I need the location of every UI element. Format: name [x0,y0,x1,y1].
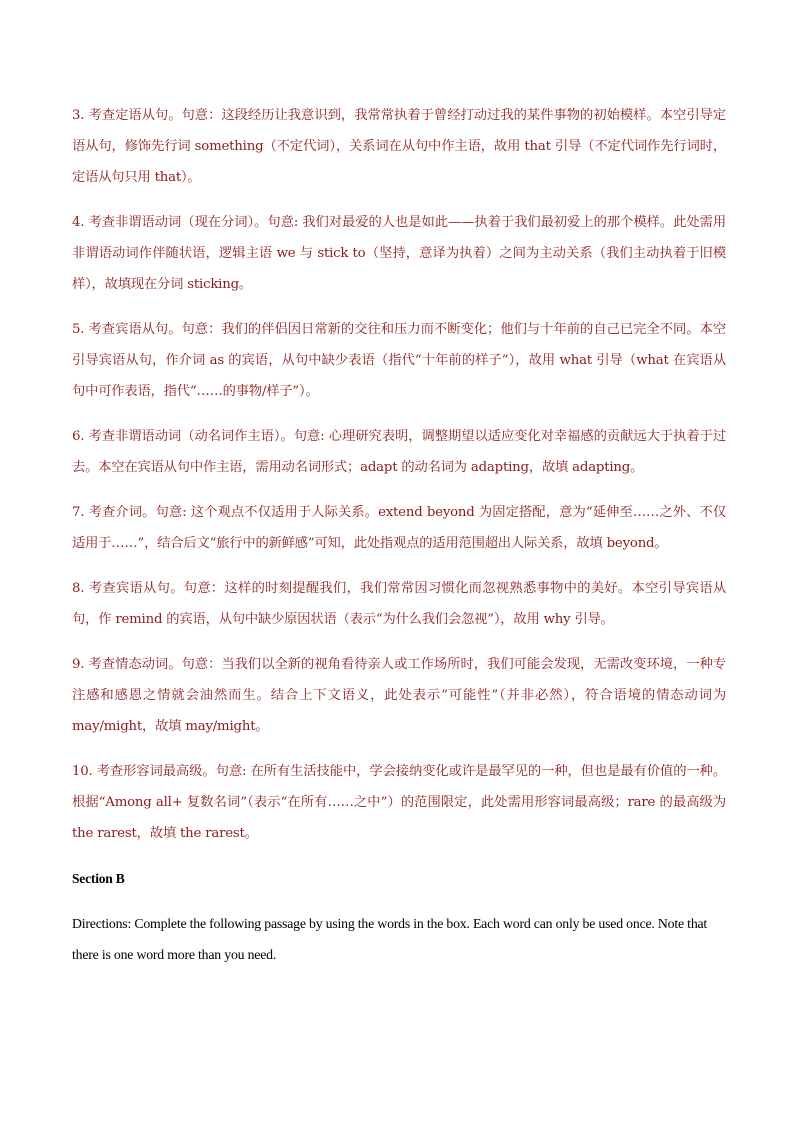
explanation-item-4: 4. 考查非谓语动词（现在分词）。句意: 我们对最爱的人也是如此——执着于我们最初爱上的那个模样。此处需用非谓语动词作伴随状语，逻辑主语 we 与 stick to（坚持，意译为执着）之间为主动关系（我们主动执着于旧模样），故填现在分词 sticking。 [72,215,726,292]
explanation-item-6: 6. 考查非谓语动词（动名词作主语）。句意: 心理研究表明，调整期望以适应变化对幸福感的贡献远大于执着于过去。本空在宾语从句中作主语，需用动名词形式；adapt 的动名词为 adapting，故填 adapting。 [72,429,726,475]
explanation-item-9: 9. 考查情态动词。句意：当我们以全新的视角看待亲人或工作场所时，我们可能会发现，无需改变环境，一种专注感和感恩之情就会油然而生。结合上下文语义，此处表示“可能性”（并非必然），符合语境的情态动词为 may/might，故填 may/might。 [72,657,726,734]
explanation-item-3: 3. 考查定语从句。句意：这段经历让我意识到，我常常执着于曾经打动过我的某件事物的初始模样。本空引导定语从句，修饰先行词 something（不定代词），关系词在从句中作主语，故用 that 引导（不定代词作先行词时，定语从句只用 that）。 [72,108,726,185]
section-heading: Section B [72,871,125,886]
document-page [72,100,726,970]
explanation-item-8: 8. 考查宾语从句。句意：这样的时刻提醒我们，我们常常因习惯化而忽视熟悉事物中的美好。本空引导宾语从句，作 remind 的宾语，从句中缺少原因状语（表示“为什么我们会忽视”），故用 why 引导。 [72,581,726,627]
directions-text: Directions: Complete the following passage by using the words in the box. Each word can only be used once. Note that there is one word more than you need. [72,916,708,962]
explanation-item-10: 10. 考查形容词最高级。句意: 在所有生活技能中，学会接纳变化或许是最罕见的一种，但也是最有价值的一种。根据“Among all+ 复数名词”（表示“在所有……之中”）的范围限定，此处需用形容词最高级；rare 的最高级为 the rarest，故填 the rarest。 [72,764,726,841]
explanation-item-5: 5. 考查宾语从句。句意：我们的伴侣因日常新的交往和压力而不断变化；他们与十年前的自己已完全不同。本空引导宾语从句，作介词 as 的宾语，从句中缺少表语（指代“十年前的样子”），故用 what 引导（what 在宾语从句中可作表语，指代“……的事物/样子”）。 [72,322,726,399]
explanation-item-7: 7. 考查介词。句意: 这个观点不仅适用于人际关系。extend beyond 为固定搭配，意为“延伸至……之外、不仅适用于……”，结合后文“旅行中的新鲜感”可知，此处指观点的适用范围超出人际关系，故填 beyond。 [72,505,726,551]
